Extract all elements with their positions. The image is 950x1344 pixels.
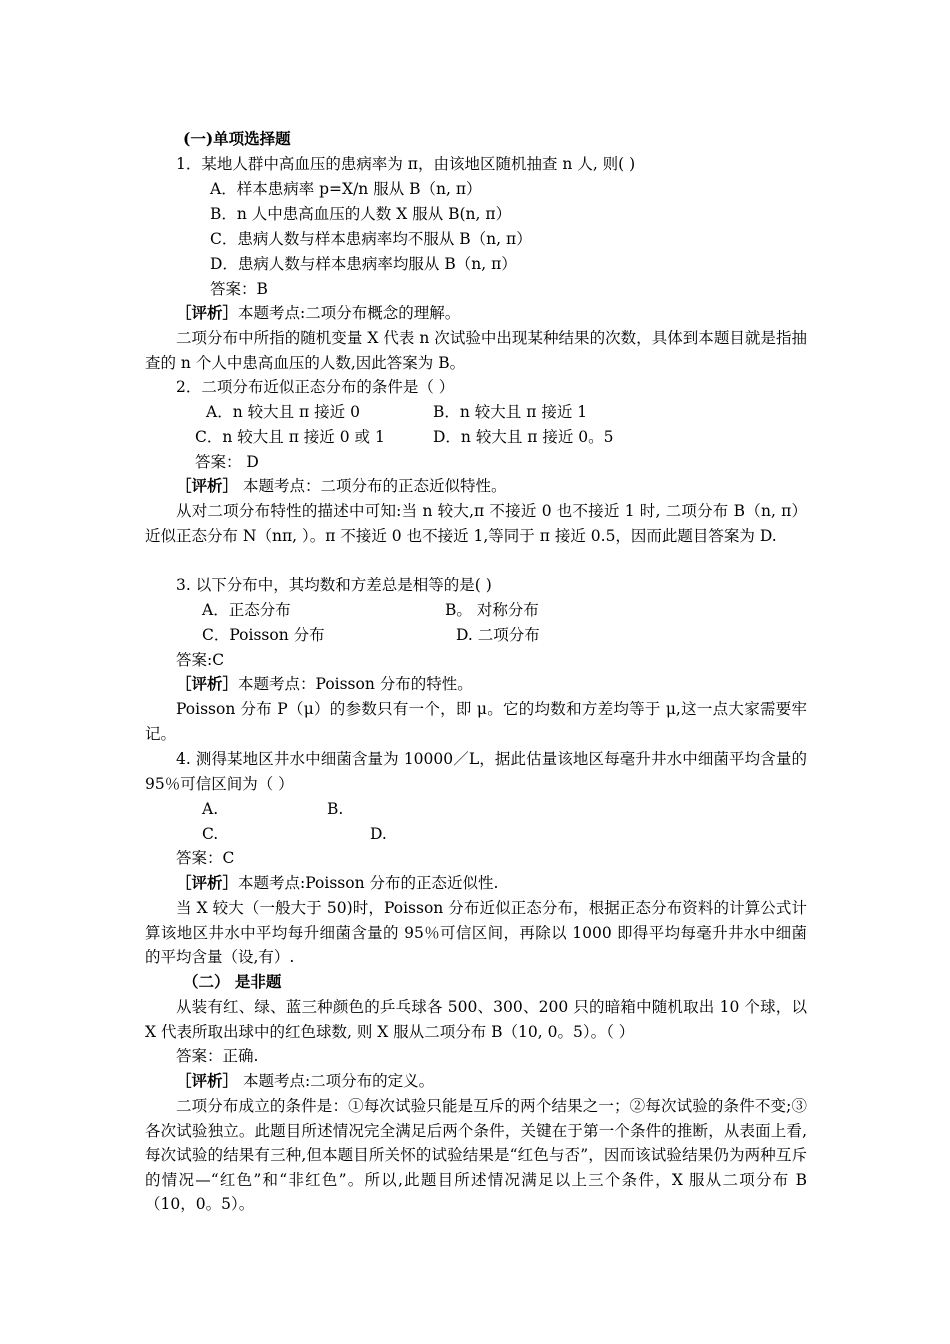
- question-3-explanation: Poisson 分布 P（μ）的参数只有一个，即 μ。它的均数和方差均等于 μ,这一点大家需要牢记。: [145, 700, 807, 743]
- question-4-option-c: C.: [202, 825, 219, 843]
- true-false-explanation: 二项分布成立的条件是：①每次试验只能是互斥的两个结果之一；②每次试验的条件不变;③ 各次试验独立。此题目所述情况完全满足后两个条件，关键在于第一个条件的推断，从表面上看,每次试验的结果有三种,但本题目所关怀的试验结果是“红色与否”，因而该试验结果仍为两种互斥的情况—“红色”和“非红色”。所以,此题目所述情况满足以上三个条件，X 服从二项分布 B（10，0。5）。: [145, 1097, 807, 1213]
- true-false-comment: [176, 1070, 434, 1092]
- comment-text: 本题考点:二项分布的定义。: [238, 1072, 435, 1090]
- question-2-answer: 答案： D: [195, 453, 259, 471]
- question-2-comment: [176, 475, 506, 497]
- question-1-option-b: B．n 人中患高血压的人数 X 服从 B(n, π）: [210, 205, 512, 223]
- question-3-option-c: C．Poisson 分布: [202, 626, 325, 644]
- comment-label: ［评析］: [176, 303, 239, 322]
- comment-text: 本题考点:二项分布概念的理解。: [238, 304, 461, 322]
- question-3-answer: 答案:C: [176, 651, 225, 669]
- question-3-option-a: A．正态分布: [202, 601, 291, 619]
- question-2-option-d: D．n 较大且 π 接近 0。5: [433, 428, 614, 446]
- question-1-explanation: 二项分布中所指的随机变量 X 代表 n 次试验中出现某种结果的次数，具体到本题目就是指抽查的 n 个人中患高血压的人数,因此答案为 B。: [145, 329, 807, 372]
- question-4-stem: 4. 测得某地区井水中细菌含量为 10000／L，据此估量该地区每毫升井水中细菌平均含量的 95％可信区间为（ ）: [145, 750, 807, 793]
- question-2-option-b: B．n 较大且 π 接近 1: [433, 403, 588, 421]
- question-2-explanation: 从对二项分布特性的描述中可知:当 n 较大,π 不接近 0 也不接近 1 时, 二项分布 B（n, π）近似正态分布 N（nπ, ）。π 不接近 0 也不接近 1,等同于 π 接近 0.5，因而此题目答案为 D.: [145, 502, 807, 545]
- question-1-option-c: C．患病人数与样本患病率均不服从 B（n, π）: [210, 230, 532, 248]
- question-2-option-c: C．n 较大且 π 接近 0 或 1: [195, 428, 385, 446]
- comment-label: ［评析］: [176, 476, 239, 495]
- question-1-option-d: D．患病人数与样本患病率均服从 B（n, π）: [210, 255, 517, 273]
- question-2-stem: 2．二项分布近似正态分布的条件是（ ）: [176, 378, 455, 396]
- question-4-option-a: A.: [202, 800, 219, 818]
- question-1-stem: 1．某地人群中高血压的患病率为 π，由该地区随机抽查 n 人, 则( ): [176, 155, 636, 173]
- question-1-option-a: A．样本患病率 p=X/n 服从 B（n, π）: [210, 180, 482, 198]
- question-4-option-d: D.: [370, 825, 387, 843]
- comment-text: 本题考点：二项分布的正态近似特性。: [238, 477, 507, 495]
- question-1-answer: 答案：B: [210, 280, 268, 298]
- section-heading-true-false: （二） 是非题: [183, 972, 282, 991]
- comment-text: 本题考点:Poisson 分布的正态近似性.: [238, 874, 499, 892]
- question-3-option-b: B。 对称分布: [445, 601, 539, 619]
- question-4-option-b: B.: [327, 800, 344, 818]
- question-1-comment: [176, 302, 460, 324]
- question-3-option-d: D. 二项分布: [456, 626, 540, 644]
- section-heading-single-choice: (一)单项选择题: [183, 129, 291, 148]
- comment-label: ［评析］: [176, 873, 239, 892]
- question-3-stem: 3. 以下分布中，其均数和方差总是相等的是( ): [176, 576, 492, 594]
- question-4-explanation: 当 X 较大（一般大于 50)时，Poisson 分布近似正态分布，根据正态分布资料的计算公式计算该地区井水中平均每升细菌含量的 95％可信区间，再除以 1000 即得平均每毫升井水中细菌的平均含量（设,有）.: [145, 899, 807, 966]
- true-false-answer: 答案：正确.: [176, 1047, 259, 1065]
- comment-label: ［评析］: [176, 1071, 239, 1090]
- comment-label: ［评析］: [176, 674, 239, 693]
- question-3-comment: [176, 673, 473, 695]
- question-4-answer: 答案：C: [176, 849, 235, 867]
- question-4-comment: [176, 872, 498, 894]
- comment-text: 本题考点：Poisson 分布的特性。: [238, 675, 473, 693]
- true-false-question-stem: 从装有红、绿、蓝三种颜色的乒乓球各 500、300、200 只的暗箱中随机取出 10 个球，以 X 代表所取出球中的红色球数, 则 X 服从二项分布 B（10, 0。5）。（ ）: [145, 998, 807, 1041]
- question-2-option-a: A．n 较大且 π 接近 0: [206, 403, 360, 421]
